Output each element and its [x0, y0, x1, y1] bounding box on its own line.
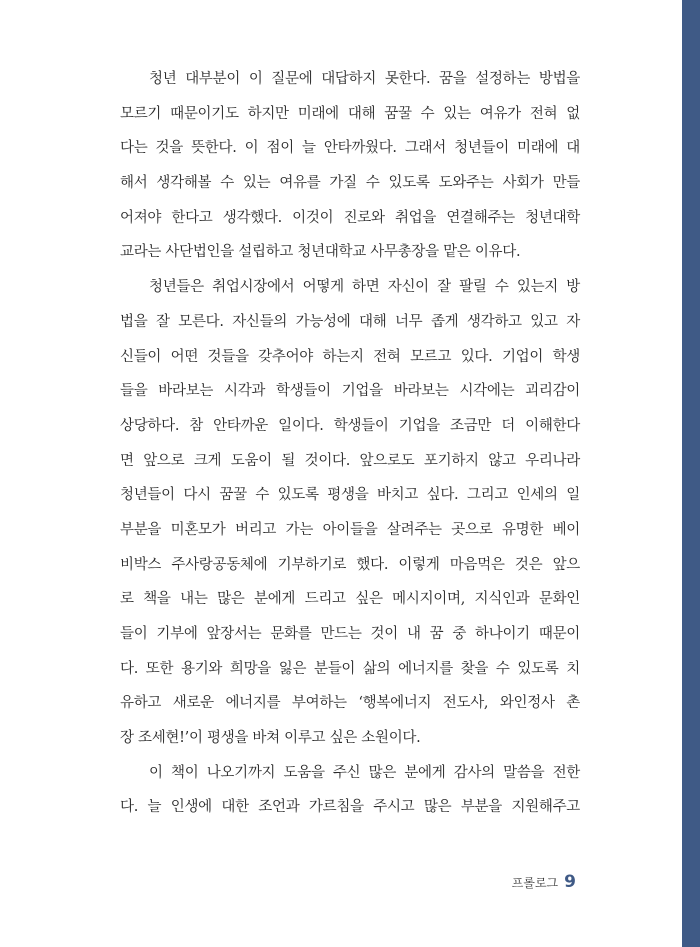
body-line: 어져야 한다고 생각했다. 이것이 진로와 취업을 연결해주는 청년대학 — [120, 209, 580, 226]
body-line: 청년들이 다시 꿈꿀 수 있도록 평생을 바치고 싶다. 그리고 인세의 일 — [120, 487, 580, 504]
body-line: 법을 잘 모른다. 자신들의 가능성에 대해 너무 좁게 생각하고 있고 자 — [120, 313, 580, 330]
body-line: 면 앞으로 크게 도움이 될 것이다. 앞으로도 포기하지 않고 우리나라 — [120, 452, 580, 469]
body-line: 해서 생각해볼 수 있는 여유를 가질 수 있도록 도와주는 사회가 만들 — [120, 175, 580, 192]
body-line: 들을 바라보는 시각과 학생들이 기업을 바라보는 시각에는 괴리감이 — [120, 383, 580, 400]
body-line: 장 조세현!’이 평생을 바쳐 이루고 싶은 소원이다. — [120, 730, 421, 747]
body-line: 교라는 사단법인을 설립하고 청년대학교 사무총장을 맡은 이유다. — [120, 244, 521, 261]
body-line: 상당하다. 참 안타까운 일이다. 학생들이 기업을 조금만 더 이해한다 — [120, 417, 580, 434]
page-edge-strip — [682, 0, 700, 947]
body-line: 비박스 주사랑공동체에 기부하기로 했다. 이렇게 마음먹은 것은 앞으 — [120, 556, 580, 573]
body-line: 모르기 때문이기도 하지만 미래에 대해 꿈꿀 수 있는 여유가 전혀 없 — [120, 105, 580, 122]
body-line: 신들이 어떤 것들을 갖추어야 하는지 전혀 모르고 있다. 기업이 학생 — [120, 348, 580, 365]
page-number: 9 — [564, 872, 576, 892]
body-line: 다는 것을 뜻한다. 이 점이 늘 안타까웠다. 그래서 청년들이 미래에 대 — [120, 140, 580, 157]
body-line: 유하고 새로운 에너지를 부여하는 ‘행복에너지 전도사, 와인정사 촌 — [120, 695, 580, 712]
page-footer — [512, 872, 576, 892]
body-line: 청년 대부분이 이 질문에 대답하지 못한다. 꿈을 설정하는 방법을 — [149, 71, 580, 87]
body-line: 로 책을 내는 많은 분에게 드리고 싶은 메시지이며, 지식인과 문화인 — [120, 591, 580, 608]
body-line: 들이 기부에 앞장서는 문화를 만드는 것이 내 꿈 중 하나이기 때문이 — [120, 626, 580, 642]
body-line: 다. 또한 용기와 희망을 잃은 분들이 삶의 에너지를 찾을 수 있도록 치 — [120, 660, 580, 677]
section-title: 프롤로그 — [511, 876, 559, 890]
body-line: 이 책이 나오기까지 도움을 주신 많은 분에게 감사의 말씀을 전한 — [149, 764, 580, 781]
body-line: 부분을 미혼모가 버리고 가는 아이들을 살려주는 곳으로 유명한 베이 — [120, 521, 580, 538]
body-text — [120, 62, 580, 825]
body-line: 다. 늘 인생에 대한 조언과 가르침을 주시고 많은 부분을 지원해주고 — [120, 799, 580, 816]
body-line: 청년들은 취업시장에서 어떻게 하면 자신이 잘 팔릴 수 있는지 방 — [149, 279, 580, 296]
